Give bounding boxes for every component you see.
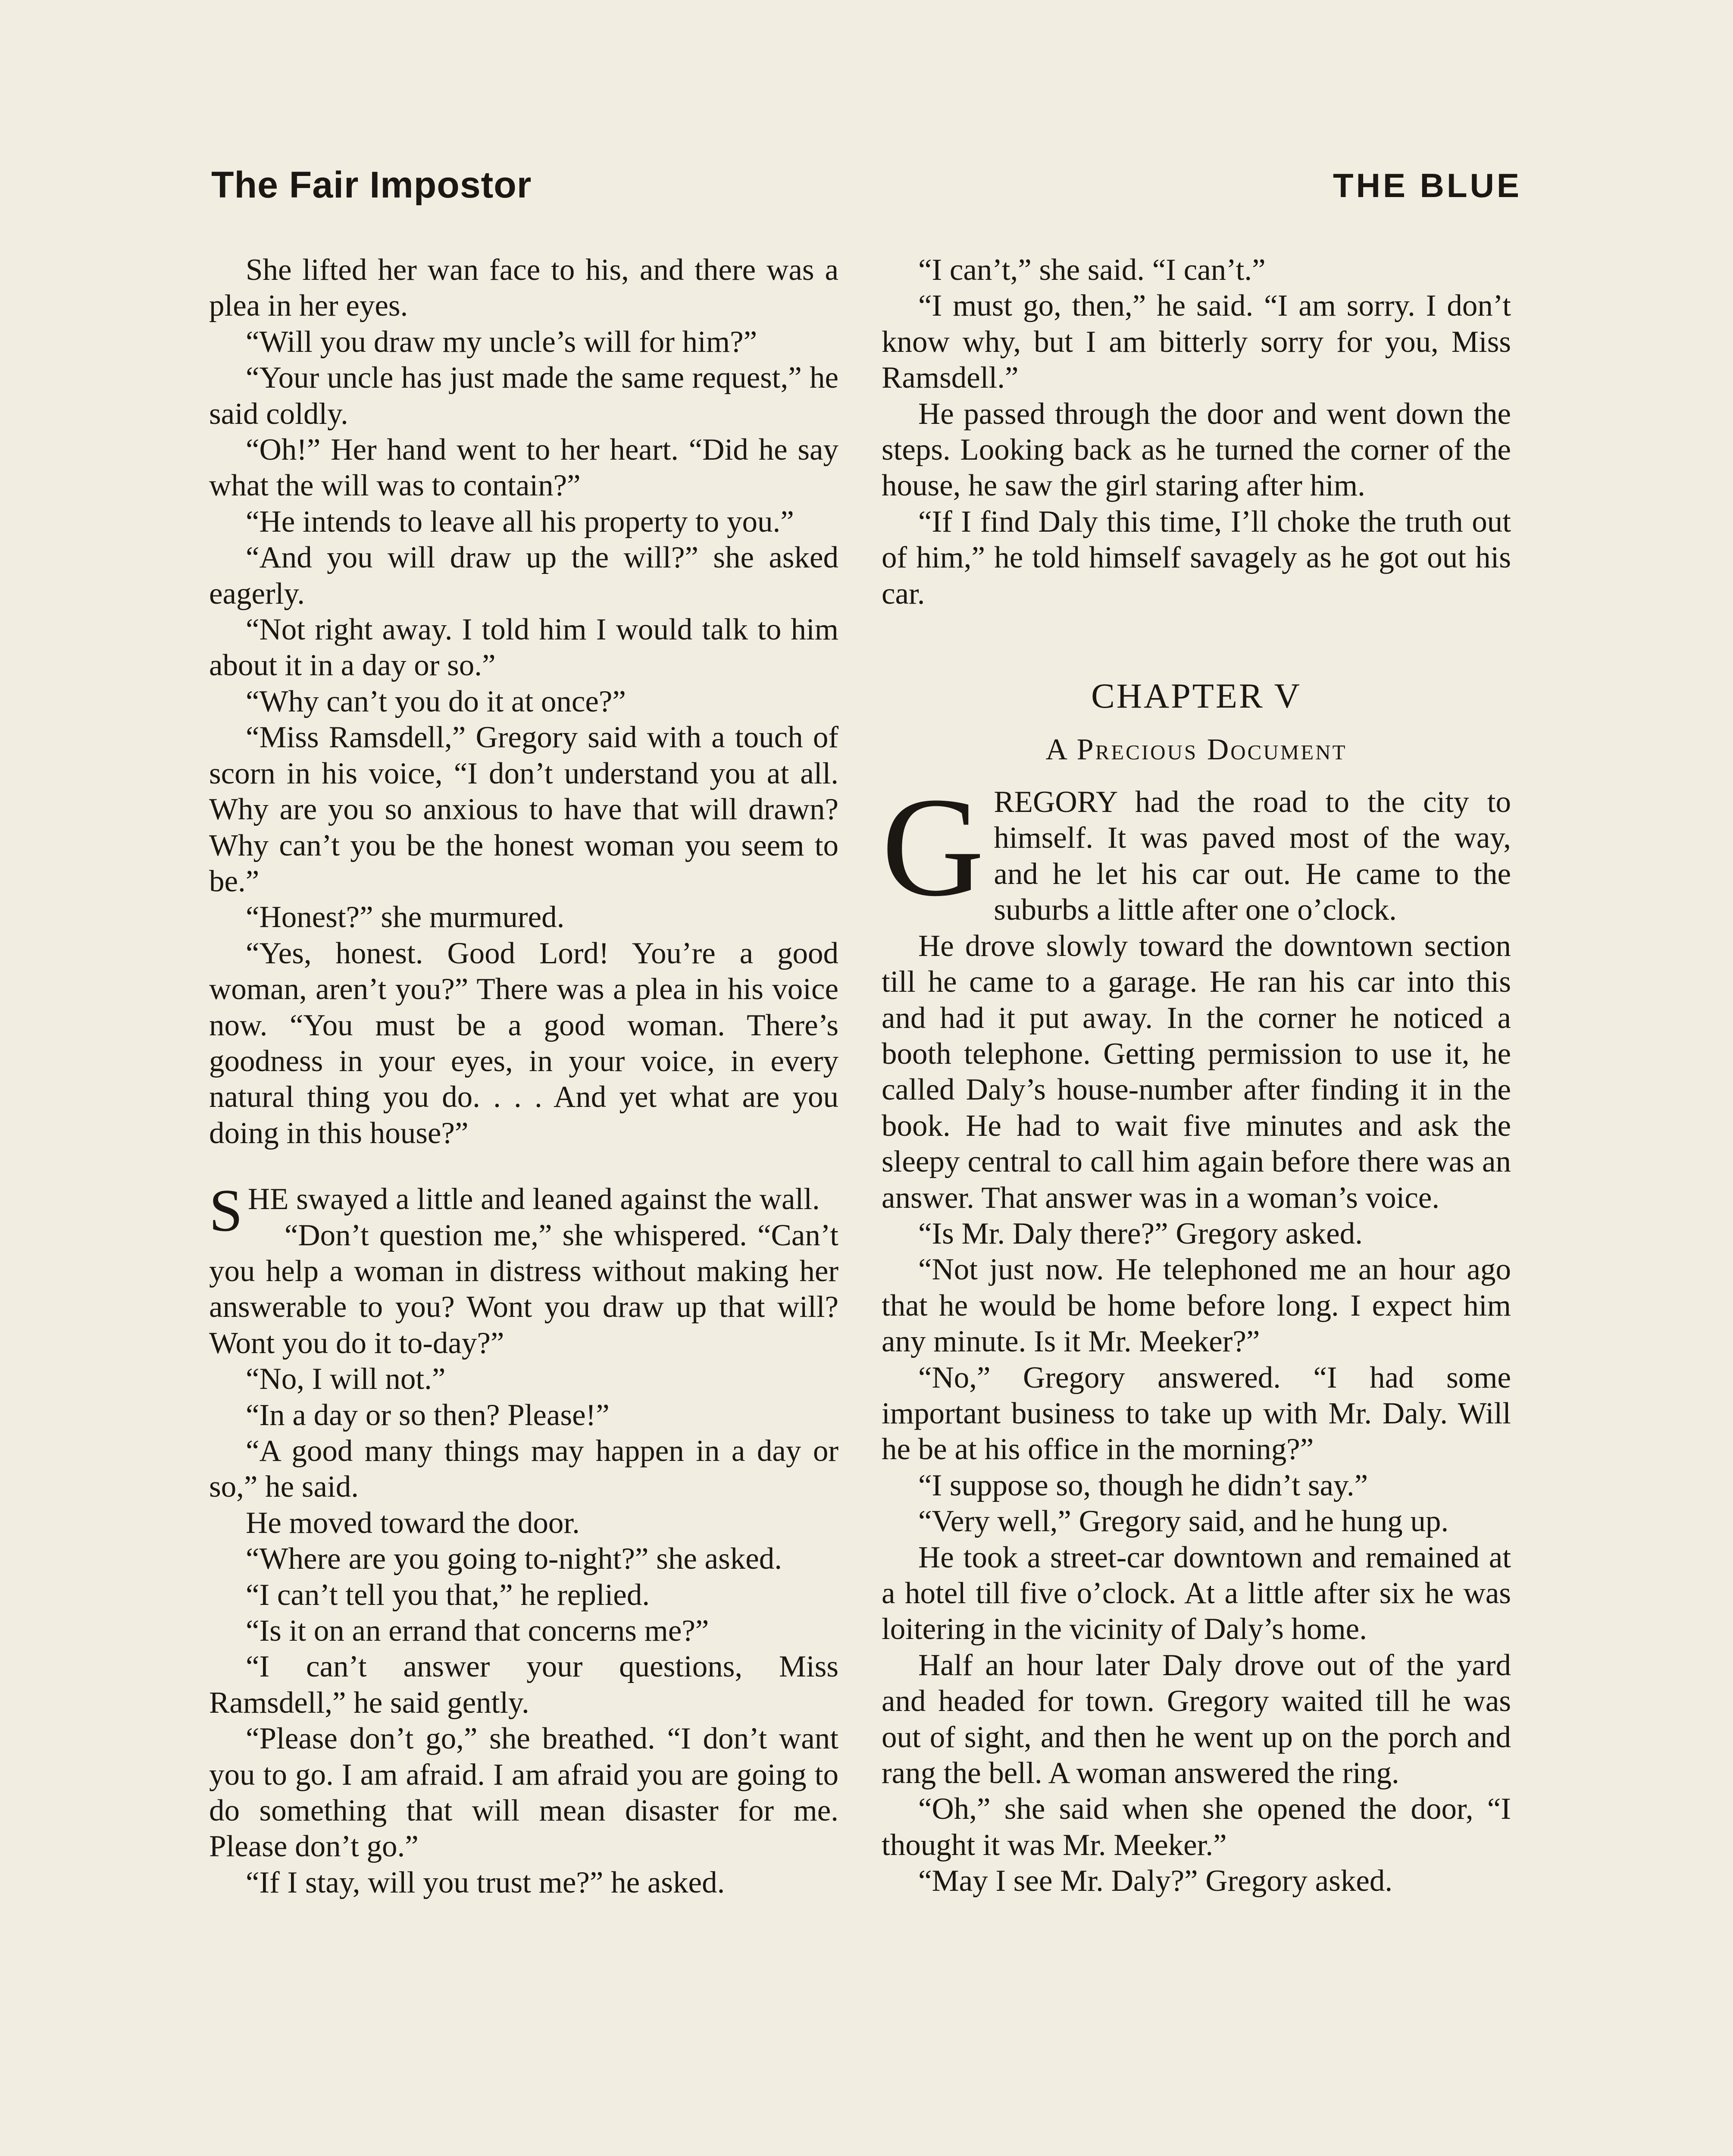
paragraph: “Oh,” she said when she opened the door, “I thought it was Mr. Meeker.” (882, 1792, 1511, 1862)
paragraph: “In a day or so then? Please!” (246, 1398, 610, 1432)
paragraph: Half an hour later Daly drove out of the yard and headed for town. Gregory waited till he was out of sight, and then he went up on the porch and rang the bell. A woman answered the ring. (882, 1648, 1511, 1790)
running-head-title: The Fair Impostor (211, 164, 532, 206)
paragraph: “Very well,” Gregory said, and he hung up. (918, 1504, 1449, 1539)
paragraph: He took a street-car downtown and remained at a hotel till five o’clock. At a little after six he was loitering in the vicinity of Daly’s home. (882, 1540, 1511, 1646)
paragraph: “I can’t tell you that,” he replied. (246, 1578, 650, 1612)
paragraph: “I can’t answer your questions, Miss Ramsdell,” he said gently. (209, 1650, 838, 1720)
paragraph: “Is it on an errand that concerns me?” (246, 1614, 709, 1648)
paragraph: “No, I will not.” (246, 1362, 446, 1396)
paragraph: “No,” Gregory answered. “I had some important business to take up with Mr. Daly. Will he be at his office in the morning?” (882, 1360, 1511, 1467)
paragraph: He passed through the door and went down the steps. Looking back as he turned the corner of the house, he saw the girl staring after him. (882, 397, 1511, 503)
paragraph-text: HE swayed a little and leaned against the wall. (247, 1182, 820, 1216)
initial-letter: S (209, 1177, 243, 1244)
paragraph: “I can’t,” she said. “I can’t.” (918, 253, 1266, 287)
paragraph: “Please don’t go,” she breathed. “I don’t want you to go. I am afraid. I am afraid you are going to do something that will mean disaster for me. Please don’t go.” (209, 1722, 838, 1864)
paragraph-text: REGORY had the road to the city to himself. It was paved most of the way, and he let his car out. He came to the suburbs a little after one o’clock. (994, 785, 1511, 927)
paragraph: “May I see Mr. Daly?” Gregory asked. (918, 1864, 1393, 1898)
paragraph: “Why can’t you do it at once?” (246, 684, 626, 718)
paragraph: “Oh!” Her hand went to her heart. “Did he say what the will was to contain?” (209, 433, 838, 503)
paragraph: He drove slowly toward the downtown section till he came to a garage. He ran his car into this and had it put away. In the corner he noticed a booth telephone. Getting permission to use it, he called Daly’s house-number after finding it in the book. He had to wait five minutes and ask the sleepy central to call him again before there was an answer. That answer was in a woman’s voice. (882, 929, 1511, 1215)
paragraph: “Miss Ramsdell,” Gregory said with a touch of scorn in his voice, “I don’t understand you at all. Why are you so anxious to have that will drawn? Why can’t you be the honest woman you seem to be.” (209, 721, 838, 898)
paragraph: “Not just now. He telephoned me an hour ago that he would be home before long. I expect him any minute. Is it Mr. Meeker?” (882, 1253, 1511, 1359)
left-column (209, 252, 838, 1901)
paragraph: “He intends to leave all his property to you.” (246, 505, 794, 539)
chapter-heading: CHAPTER V (1091, 676, 1301, 716)
paragraph: He moved toward the door. (246, 1506, 580, 1540)
paragraph: “And you will draw up the will?” she asked eagerly. (209, 541, 838, 611)
drop-cap-letter: G (882, 768, 985, 926)
right-column (882, 252, 1511, 1899)
paragraph: “Where are you going to-night?” she asked. (246, 1542, 782, 1576)
paragraph: “Not right away. I told him I would talk to him about it in a day or so.” (209, 613, 838, 683)
paragraph: “Don’t question me,” she whispered. “Can’t you help a woman in distress without making her answerable to you? Wont you draw up that will? Wont you do it to-day?” (209, 1218, 838, 1360)
paragraph: “Is Mr. Daly there?” Gregory asked. (918, 1216, 1363, 1250)
paragraph: She lifted her wan face to his, and there was a plea in her eyes. (209, 253, 838, 323)
paragraph: “Yes, honest. Good Lord! You’re a good woman, aren’t you?” There was a plea in his voice now. “You must be a good woman. There’s goodness in your eyes, in your voice, in every natural thing you do. . . . And yet what are you doing in this house?” (209, 936, 838, 1150)
paragraph: “Honest?” she murmured. (246, 900, 565, 934)
section-break-paragraph (209, 1177, 838, 1244)
chapter-title: A Precious Document (1045, 733, 1347, 767)
paragraph: “Will you draw my uncle’s will for him?” (246, 325, 757, 359)
paragraph: “I suppose so, though he didn’t say.” (918, 1468, 1368, 1502)
paragraph: “Your uncle has just made the same request,” he said coldly. (209, 361, 838, 431)
chapter-opening-paragraph (882, 768, 1511, 928)
paragraph: “A good many things may happen in a day or so,” he said. (209, 1434, 838, 1504)
paragraph: “If I find Daly this time, I’ll choke the truth out of him,” he told himself savagely as he got out his car. (882, 505, 1511, 611)
paragraph: “If I stay, will you trust me?” he asked. (246, 1865, 725, 1899)
paragraph: “I must go, then,” he said. “I am sorry. I don’t know why, but I am bitterly sorry for you, Miss Ramsdell.” (882, 289, 1511, 395)
running-head-magazine: THE BLUE (1333, 166, 1522, 204)
